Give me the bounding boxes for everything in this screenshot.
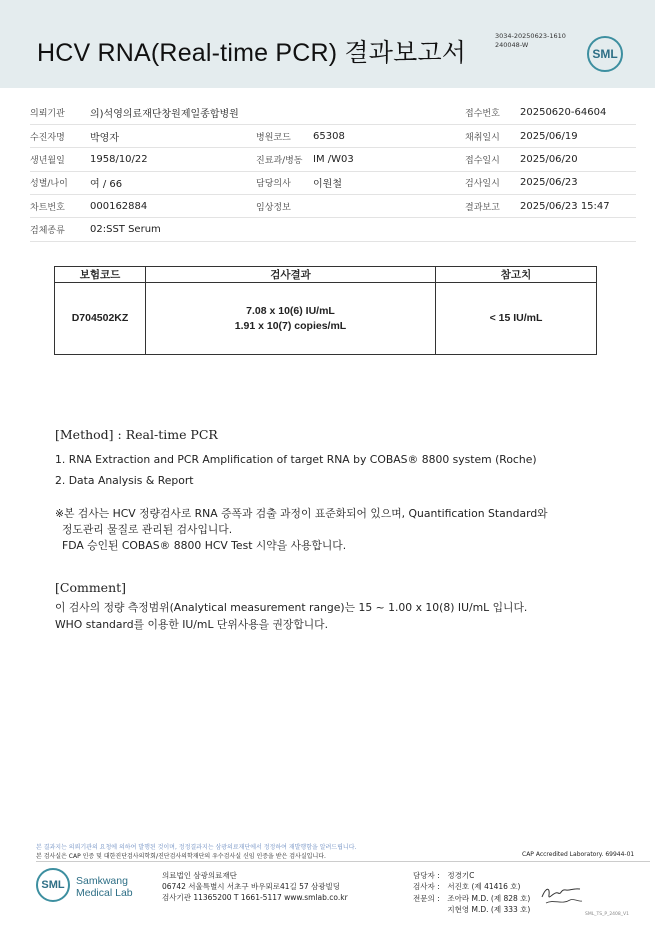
sex-age-label: 성별/나이	[30, 171, 90, 194]
footer-logo-text: SML	[41, 879, 65, 891]
form-code: SML_TS_P_2408_V1	[585, 912, 629, 917]
document-code-line-1: 3034-20250623-1610	[495, 32, 566, 40]
staff-row	[413, 904, 530, 915]
hospital-code-label: 병원코드	[256, 124, 313, 147]
lab-info-line-1: 의료법인 삼광의료재단	[162, 871, 237, 880]
birth-value: 1958/10/22	[90, 148, 256, 171]
footer-divider	[36, 861, 650, 862]
info-row	[30, 218, 636, 241]
result-row	[55, 283, 597, 355]
receipt-no-label: 접수번호	[465, 101, 520, 124]
cap-accreditation: CAP Accredited Laboratory. 69944-01	[522, 851, 635, 858]
result-header-row	[55, 267, 597, 283]
staff-3-name: 조아라 M.D. (제 828 호)	[447, 893, 531, 903]
test-date-value: 2025/06/23	[520, 171, 636, 194]
insurance-code-cell: D704502KZ	[55, 283, 146, 355]
info-row	[30, 195, 636, 218]
document-code	[495, 32, 566, 50]
clinical-label: 임상정보	[256, 195, 313, 218]
staff-2-name: 서진호 (제 41416 호)	[447, 882, 521, 892]
footer-sml-logo	[36, 868, 70, 902]
comment-heading: [Comment]	[55, 580, 127, 595]
chart-no-label: 차트번호	[30, 195, 90, 218]
info-row	[30, 148, 636, 171]
dept-label: 진료과/병동	[256, 148, 313, 171]
report-title: HCV RNA(Real-time PCR) 결과보고서	[37, 39, 467, 67]
patient-value: 박영자	[90, 124, 256, 147]
method-note-3: FDA 승인된 COBAS® 8800 HCV Test 시약을 사용합니다.	[62, 539, 347, 552]
collect-date-label: 채취일시	[465, 124, 520, 147]
method-heading: [Method] : Real-time PCR	[55, 427, 218, 442]
lab-info-line-2: 06742 서울특별시 서초구 바우뫼로41길 57 삼광빌딩	[162, 882, 341, 891]
method-note-1: ※본 검사는 HCV 정량검사로 RNA 증폭과 검출 과정이 표준화되어 있으며, Quantification Standard와	[55, 507, 548, 520]
specimen-label: 검체종류	[30, 218, 90, 241]
report-header	[0, 0, 655, 88]
test-date-label: 검사일시	[465, 171, 520, 194]
result-header: 검사결과	[146, 267, 436, 283]
result-table	[54, 266, 597, 355]
staff-1-name: 정경기C	[447, 871, 475, 880]
info-row	[30, 124, 636, 147]
report-date-value: 2025/06/23 15:47	[520, 195, 636, 218]
sml-logo-text: SML	[592, 47, 618, 61]
staff-row	[413, 870, 530, 881]
staff-row	[413, 893, 530, 904]
sml-logo	[587, 36, 623, 72]
specimen-value: 02:SST Serum	[90, 218, 636, 241]
receipt-date-label: 접수일시	[465, 148, 520, 171]
patient-label: 수진자명	[30, 124, 90, 147]
staff-row	[413, 881, 530, 892]
info-row	[30, 101, 636, 124]
receipt-no-value: 20250620-64604	[520, 101, 636, 124]
chart-no-value: 000162884	[90, 195, 256, 218]
staff-3-label: 전문의 :	[413, 893, 440, 903]
institution-label: 의뢰기관	[30, 101, 90, 124]
report-date-label: 결과보고	[465, 195, 520, 218]
dept-value: IM /W03	[313, 148, 465, 171]
document-code-line-2: 240048-W	[495, 41, 529, 49]
staff-list	[413, 870, 530, 915]
comment-line-2: WHO standard를 이용한 IU/mL 단위사용을 권장합니다.	[55, 618, 329, 631]
receipt-date-value: 2025/06/20	[520, 148, 636, 171]
doctor-value: 이원철	[313, 171, 465, 194]
lab-name-line-2: Medical Lab	[76, 887, 133, 899]
patient-info-table	[30, 101, 636, 242]
lab-info-line-3: 검사기관 11365200 T 1661-5117 www.smlab.co.kr	[162, 893, 348, 902]
doctor-label: 담당의사	[256, 171, 313, 194]
certification-notice: 본 검사실은 CAP 인증 및 대한진단검사의학회/진단검사의학재단의 우수검사실 신임 인증을 받은 검사실입니다.	[36, 853, 326, 860]
collect-date-value: 2025/06/19	[520, 124, 636, 147]
hospital-code-value: 65308	[313, 124, 465, 147]
result-value-iu: 7.08 x 10(6) IU/mL	[246, 304, 335, 317]
method-note-2: 정도관리 물질로 관리된 검사입니다.	[62, 523, 233, 536]
info-row	[30, 171, 636, 194]
clinical-value	[313, 195, 465, 218]
signature-icon	[540, 883, 584, 909]
method-item-2: 2. Data Analysis & Report	[55, 474, 194, 487]
reference-cell: < 15 IU/mL	[436, 283, 597, 355]
result-value-copies: 1.91 x 10(7) copies/mL	[234, 319, 347, 332]
birth-label: 생년월일	[30, 148, 90, 171]
method-item-1: 1. RNA Extraction and PCR Amplification of target RNA by COBAS® 8800 system (Roche)	[55, 453, 537, 466]
result-cell	[146, 283, 436, 355]
lab-name	[76, 875, 133, 899]
staff-4-name: 지현영 M.D. (제 333 호)	[447, 904, 531, 914]
staff-2-label: 검사자 :	[413, 882, 440, 892]
staff-1-label: 담당자 :	[413, 871, 440, 880]
insurance-code-header: 보험코드	[55, 267, 146, 283]
reissue-notice: 본 결과지는 의뢰기관의 요청에 의하여 발행된 것이며, 정정결과지는 삼광의료재단에서 정정하여 재발행함을 알려드립니다.	[36, 844, 357, 851]
lab-contact-info	[162, 870, 348, 903]
comment-line-1: 이 검사의 정량 측정범위(Analytical measurement range)는 15 ~ 1.00 x 10(8) IU/mL 입니다.	[55, 601, 528, 614]
institution-value: 의)석영의료재단창원제일종합병원	[90, 101, 465, 124]
sex-age-value: 여 / 66	[90, 171, 256, 194]
lab-name-line-1: Samkwang	[76, 875, 128, 887]
reference-header: 참고치	[436, 267, 597, 283]
